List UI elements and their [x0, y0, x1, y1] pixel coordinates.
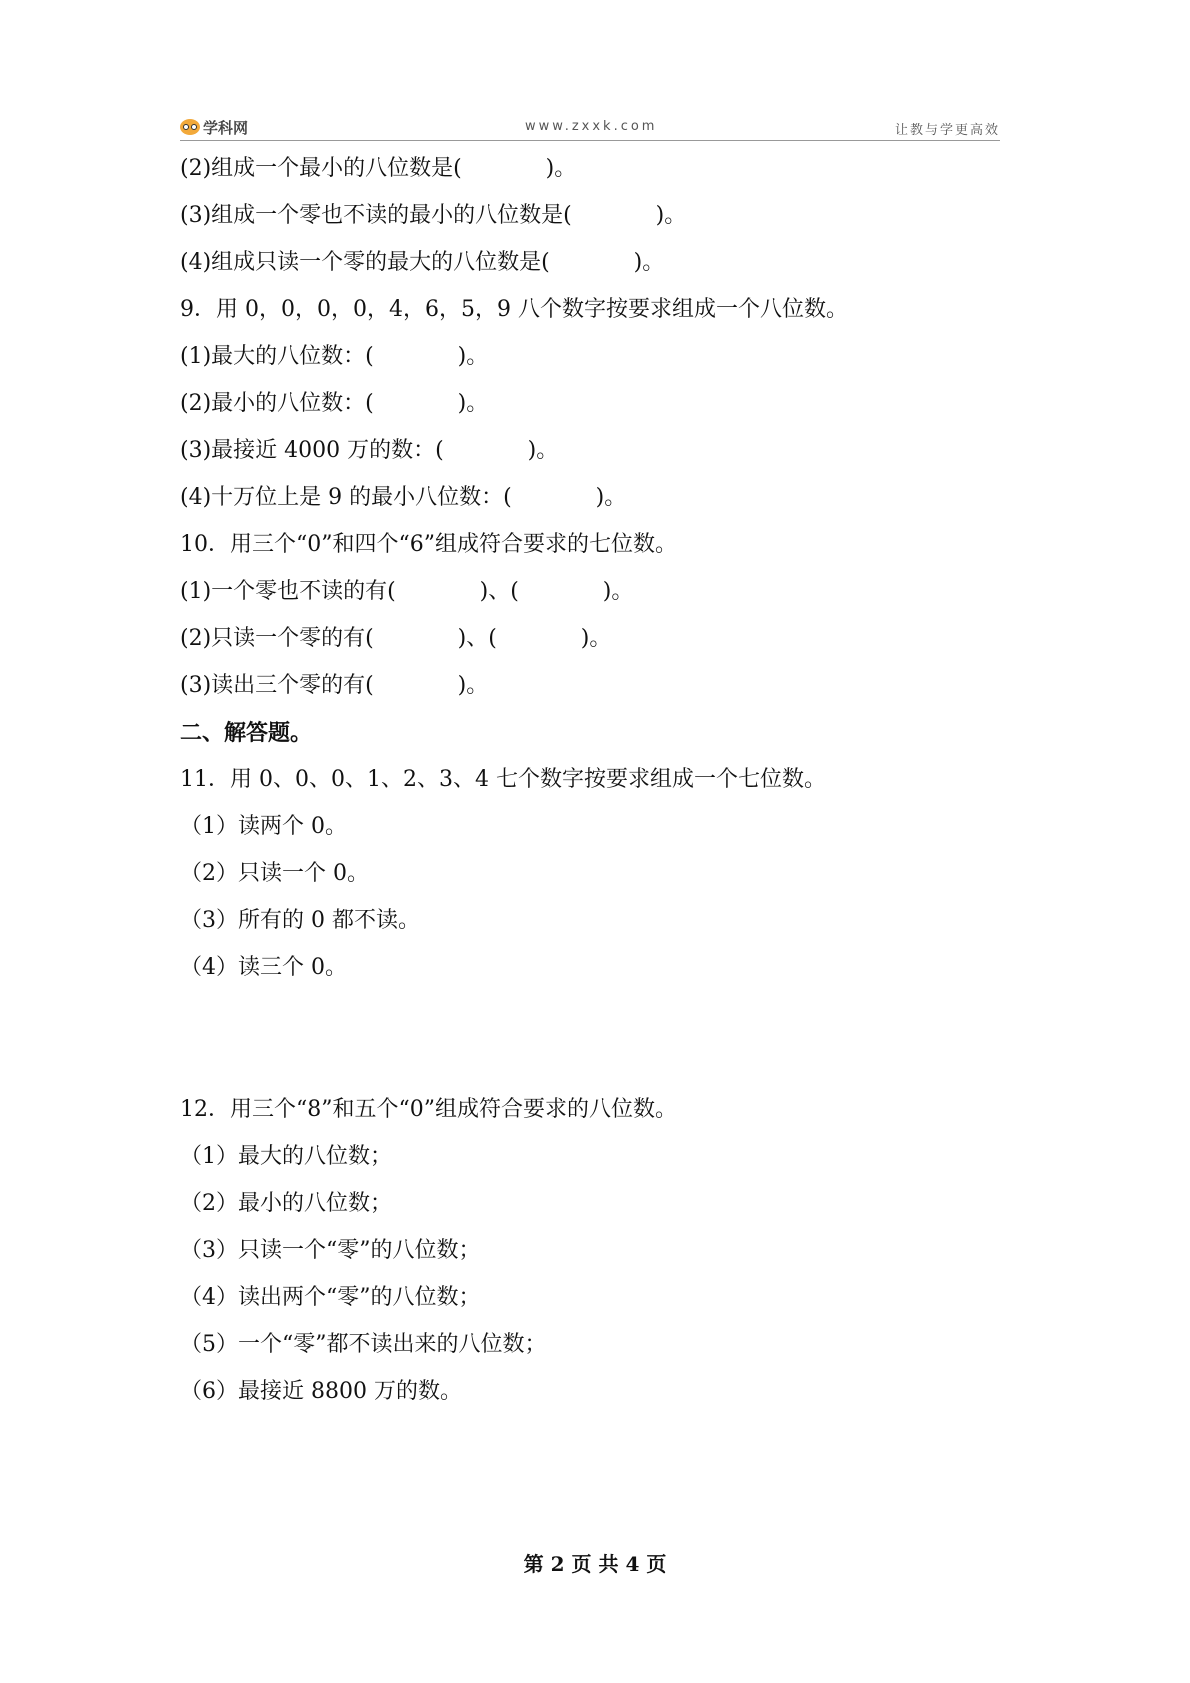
- question-line: (2)最小的八位数：( )。: [180, 391, 489, 416]
- question-line: （4）读出两个“零”的八位数；: [180, 1285, 481, 1310]
- question-line: （5）一个“零”都不读出来的八位数；: [180, 1332, 547, 1357]
- logo-text: 学科网: [203, 118, 249, 137]
- question-line: (2)组成一个最小的八位数是( )。: [180, 156, 577, 181]
- question-line: （2）最小的八位数；: [180, 1191, 392, 1216]
- question-line: (3)组成一个零也不读的最小的八位数是( )。: [180, 203, 687, 228]
- question-line: (2)只读一个零的有( )、( )。: [180, 626, 612, 651]
- question-title: 11．用 0、0、0、1、2、3、4 七个数字按要求组成一个七位数。: [180, 767, 826, 792]
- question-title: 9．用 0，0，0，0，4，6，5，9 八个数字按要求组成一个八位数。: [180, 297, 848, 322]
- question-line: (3)最接近 4000 万的数：( )。: [180, 438, 559, 463]
- question-line: （6）最接近 8800 万的数。: [180, 1379, 462, 1404]
- question-line: (4)十万位上是 9 的最小八位数：( )。: [180, 485, 627, 510]
- question-line: (1)最大的八位数：( )。: [180, 344, 489, 369]
- question-line: （4）读三个 0。: [180, 955, 347, 980]
- slogan: 让教与学更高效: [894, 123, 1000, 138]
- question-line: （3）只读一个“零”的八位数；: [180, 1238, 481, 1263]
- page-header: [180, 116, 1000, 141]
- page-number: 第 2 页 共 4 页: [523, 1552, 667, 1576]
- owl-logo-icon: [180, 119, 200, 135]
- site-url: www.zxxk.com: [525, 119, 658, 134]
- question-line: (4)组成只读一个零的最大的八位数是( )。: [180, 250, 665, 275]
- question-line: （1）读两个 0。: [180, 814, 347, 839]
- question-title: 10．用三个“0”和四个“6”组成符合要求的七位数。: [180, 532, 677, 557]
- question-line: (1)一个零也不读的有( )、( )。: [180, 579, 634, 604]
- question-line: （2）只读一个 0。: [180, 861, 369, 886]
- question-line: （3）所有的 0 都不读。: [180, 908, 420, 933]
- question-line: （1）最大的八位数；: [180, 1144, 392, 1169]
- logo: [180, 116, 248, 138]
- question-title: 12．用三个“8”和五个“0”组成符合要求的八位数。: [180, 1097, 677, 1122]
- section-heading: 二、解答题。: [180, 720, 313, 746]
- question-line: (3)读出三个零的有( )。: [180, 673, 489, 698]
